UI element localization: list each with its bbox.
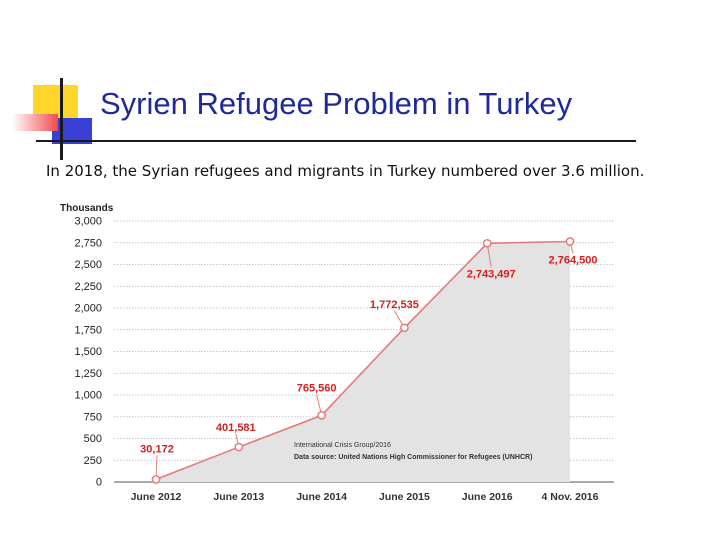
x-tick-label: June 2015	[379, 491, 430, 503]
y-tick-label: 2,500	[74, 259, 102, 271]
x-tick-label: June 2013	[213, 491, 265, 503]
y-tick-label: 1,500	[74, 346, 102, 358]
data-label: 30,172	[140, 443, 174, 456]
y-tick-label: 500	[83, 433, 102, 445]
data-point	[566, 238, 573, 245]
decor-red-bar	[12, 114, 58, 131]
y-tick-label: 1,750	[74, 324, 102, 337]
y-tick-label: 2,750	[74, 237, 102, 250]
slide-subtitle: In 2018, the Syrian refugees and migrants in Turkey numbered over 3.6 million.	[46, 162, 645, 180]
decor-vertical-line	[60, 78, 63, 160]
y-tick-label: 3,000	[74, 215, 102, 228]
x-tick-label: 4 Nov. 2016	[541, 491, 599, 503]
x-tick-label: June 2012	[130, 491, 182, 503]
y-tick-label: 0	[95, 476, 102, 489]
y-tick-label: 1,000	[74, 389, 102, 402]
y-tick-label: 750	[83, 411, 102, 424]
y-tick-label: 250	[83, 454, 102, 467]
annotation-source-1: International Crisis Group/2016	[294, 442, 391, 449]
data-point	[484, 240, 491, 247]
data-label: 765,560	[296, 382, 337, 395]
y-tick-label: 2,000	[74, 302, 102, 315]
decor-horizontal-line	[36, 140, 636, 142]
refugee-area-chart	[40, 196, 620, 516]
data-label: 2,764,500	[548, 254, 598, 267]
data-point	[318, 412, 325, 419]
slide-title: Syrien Refugee Problem in Turkey	[100, 86, 573, 121]
y-axis-label: Thousands	[60, 203, 114, 214]
data-label: 2,743,497	[466, 268, 516, 281]
data-point	[152, 476, 159, 483]
data-label: 401,581	[215, 422, 256, 435]
x-tick-label: June 2014	[296, 491, 347, 503]
y-tick-label: 2,250	[74, 280, 102, 293]
y-tick-label: 1,250	[74, 367, 102, 380]
data-point	[235, 443, 242, 450]
annotation-source-2: Data source: United Nations High Commissioner for Refugees (UNHCR)	[294, 454, 533, 461]
x-tick-label: June 2016	[461, 491, 513, 503]
data-point	[401, 324, 408, 331]
data-label: 1,772,535	[369, 298, 419, 311]
